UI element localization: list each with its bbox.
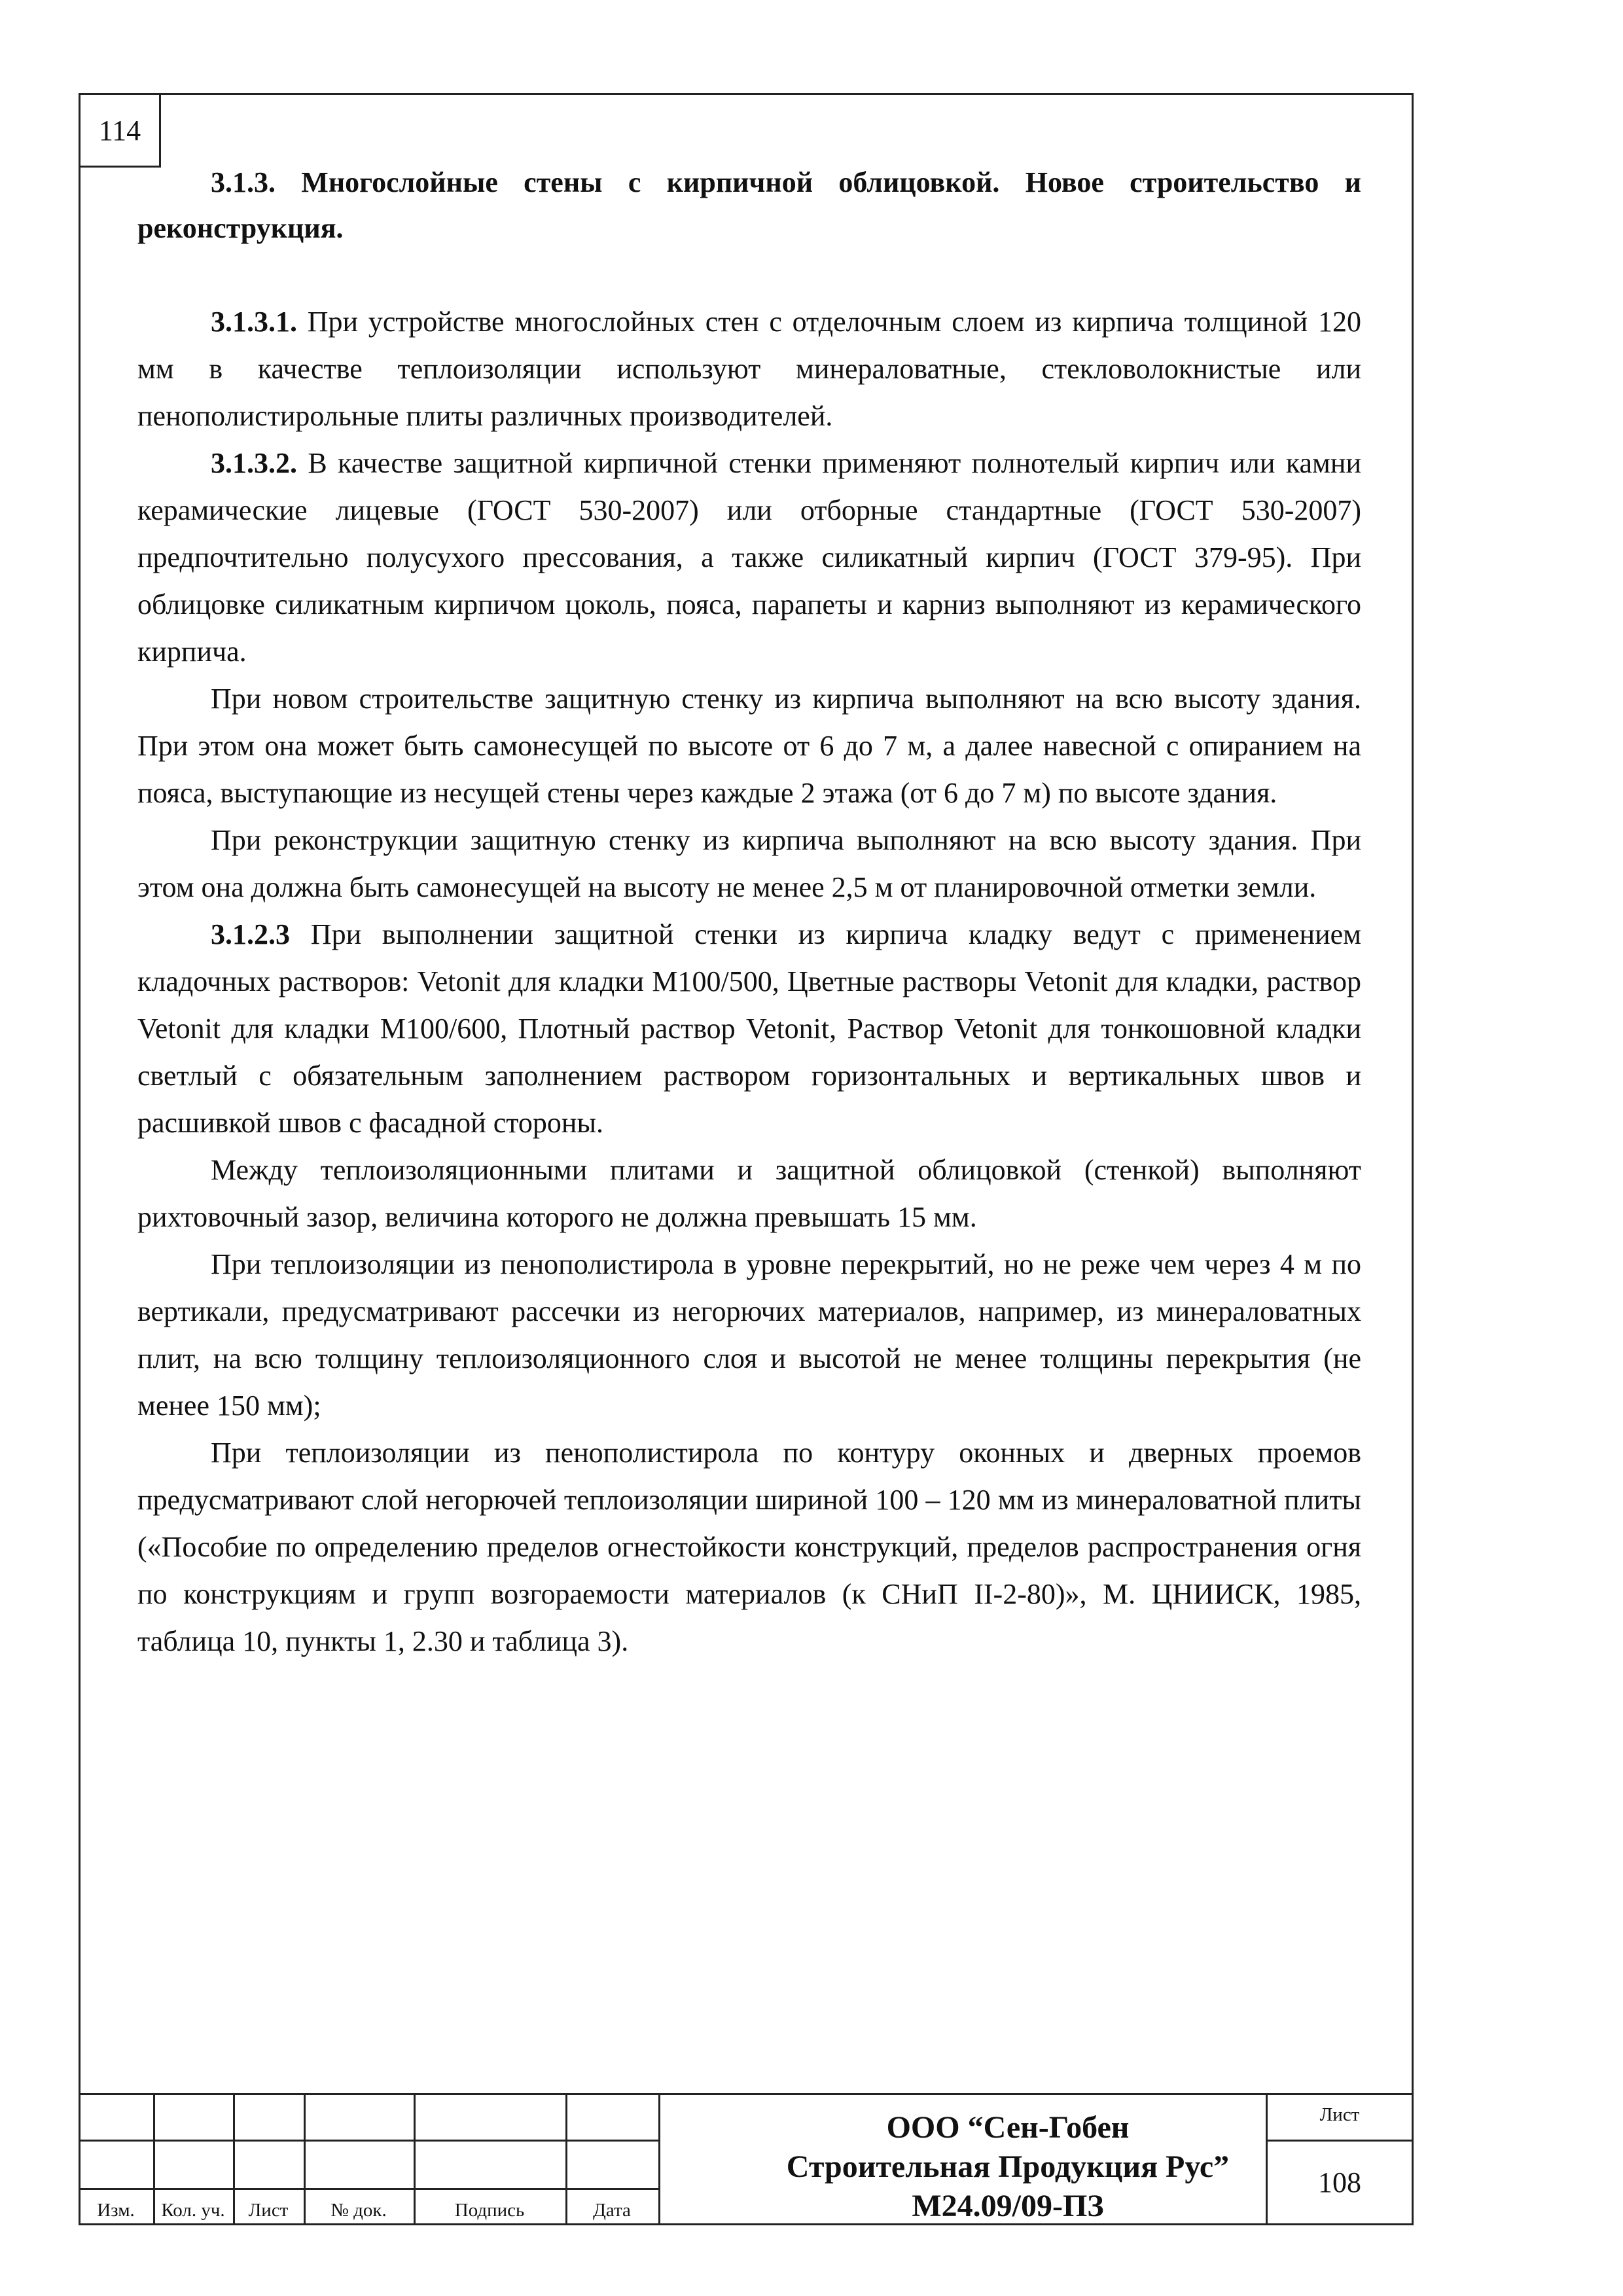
col-list: Лист — [248, 2200, 289, 2221]
col-kol-uch: Кол. уч. — [161, 2200, 225, 2221]
col-izm: Изм. — [97, 2200, 135, 2221]
clause-number: 3.1.2.3 — [211, 918, 290, 950]
title-block — [79, 2093, 1414, 2225]
col-date: Дата — [593, 2200, 631, 2221]
paragraph — [137, 1429, 1361, 1665]
sheet-label: Лист — [1319, 2104, 1360, 2125]
paragraph — [137, 1241, 1361, 1429]
paragraph-text: При устройстве многослойных стен с отделочным слоем из кирпича толщиной 120 мм в качестве теплоизоляции используют минераловатные, стекловолокнистые или пенополистирольные плиты различных производителей. — [137, 306, 1361, 432]
grid-line — [79, 2140, 658, 2142]
col-signature: Подпись — [454, 2200, 525, 2221]
document-body — [137, 160, 1361, 1665]
clause-number: 3.1.3.1. — [211, 306, 297, 338]
paragraph-text: При выполнении защитной стенки из кирпича кладку ведут с применением кладочных растворов: Vetonit для кладки М100/500, Цветные растворы Vetonit для кладки, раствор Vetonit для кладки М100/600, Плотный раствор Vetonit, Раствор Vetonit для тонкошовной кладки светлый с обязательным заполнением раствором горизонтальных и вертикальных швов и расшивкой швов с фасадной стороны. — [137, 918, 1361, 1139]
sheet-number: 108 — [1318, 2166, 1361, 2198]
paragraph-text: При теплоизоляции из пенополистирола в уровне перекрытий, но не реже чем через 4 м по вертикали, предусматривают рассечки из негорючих материалов, например, из минераловатных плит, на всю толщину теплоизоляционного слоя и высотой не менее толщины перекрытия (не менее 150 мм); — [137, 1248, 1361, 1422]
spacer — [137, 251, 1361, 298]
paragraph — [137, 1147, 1361, 1241]
organization-name — [668, 2108, 1348, 2226]
org-line-2: Строительная Продукция Рус” — [786, 2149, 1230, 2184]
paragraph — [137, 298, 1361, 440]
grid-line — [79, 2188, 658, 2190]
page-number: 114 — [79, 93, 161, 168]
paragraph-list — [137, 298, 1361, 1665]
paragraph — [137, 675, 1361, 817]
col-doc-num: № док. — [330, 2200, 387, 2221]
paragraph-text: При новом строительстве защитную стенку из кирпича выполняют на всю высоту здания. При этом она может быть самонесущей по высоте от 6 до 7 м, а далее навесной с опиранием на пояса, выступающие из несущей стены через каждые 2 этажа (от 6 до 7 м) по высоте здания. — [137, 683, 1361, 809]
org-line-1: ООО “Сен-Гобен — [886, 2110, 1130, 2145]
paragraph — [137, 911, 1361, 1147]
paragraph-text: В качестве защитной кирпичной стенки применяют полнотелый кирпич или камни керамические лицевые (ГОСТ 530-2007) или отборные стандартные (ГОСТ 530-2007) предпочтительно полусухого прессования, а также силикатный кирпич (ГОСТ 379-95). При облицовке силикатным кирпичом цоколь, пояса, парапеты и карниз выполняют из керамического кирпича. — [137, 447, 1361, 668]
paragraph-text: При реконструкции защитную стенку из кирпича выполняют на всю высоту здания. При этом она должна быть самонесущей на высоту не менее 2,5 м от планировочной отметки земли. — [137, 824, 1361, 903]
paragraph-text: Между теплоизоляционными плитами и защитной облицовкой (стенкой) выполняют рихтовочный зазор, величина которого не должна превышать 15 мм. — [137, 1154, 1361, 1233]
clause-number: 3.1.3.2. — [211, 447, 297, 479]
section-heading: 3.1.3. Многослойные стены с кирпичной облицовкой. Новое строительство и реконструкция. — [137, 166, 1361, 244]
document-code: М24.09/09-ПЗ — [912, 2189, 1104, 2223]
grid-line — [658, 2095, 660, 2225]
paragraph — [137, 817, 1361, 911]
paragraph — [137, 440, 1361, 675]
paragraph-text: При теплоизоляции из пенополистирола по контуру оконных и дверных проемов предусматривают слой негорючей теплоизоляции шириной 100 – 120 мм из минераловатной плиты («Пособие по определению пределов огнестойкости конструкций, пределов распространения огня по конструкциям и групп возгораемости материалов (к СНиП II-2-80)», М. ЦНИИСК, 1985, таблица 10, пункты 1, 2.30 и таблица 3). — [137, 1437, 1361, 1657]
